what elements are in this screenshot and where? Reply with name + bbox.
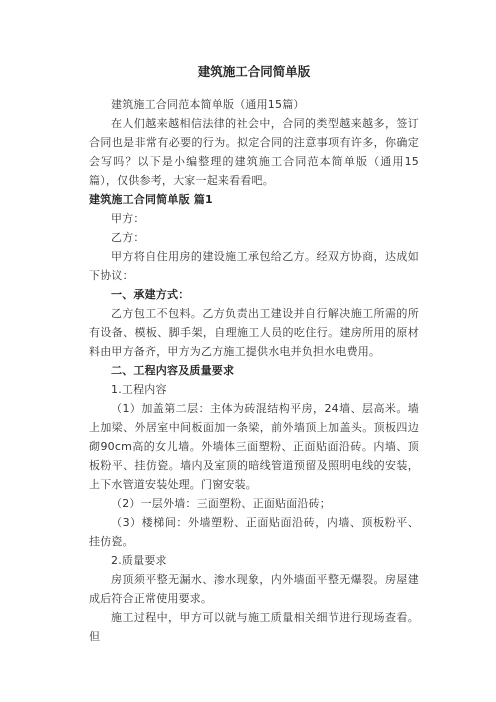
document-title: 建筑施工合同简单版 [197, 64, 311, 79]
paragraph: 施工过程中，甲方可以就与施工质量相关细节进行现场查看。但 [89, 611, 419, 643]
paragraph: （3）楼梯间：外墙塑粉、正面贴面沿砖，内墙、顶板粉平、挂仿瓷。 [89, 516, 419, 548]
section-heading: 二、工程内容及质量要求 [111, 364, 235, 377]
paragraph: （1）加盖第二层：主体为砖混结构平房，24墙、层高米。墙上加梁、外居室中间板面加一条梁，前外墙顶上加盖头。顶板四边砌90cm高的女儿墙。外墙体三面塑粉、正面贴面沿砖。内墙、顶板粉平、挂仿瓷。墙内及室顶的暗线管道预留及照明电线的安装，上下水管道安装处理。门窗安装。 [89, 402, 419, 491]
paragraph: 乙方： [111, 231, 145, 244]
document-page [89, 62, 419, 646]
paragraph: （2）一层外墙：三面塑粉、正面贴面沿砖； [111, 497, 331, 510]
document-body [89, 95, 419, 646]
paragraph: 建筑施工合同范本简单版（通用15篇） [111, 98, 305, 111]
section-heading: 一、承建方式： [111, 288, 190, 301]
paragraph: 房顶须平整无漏水、渗水现象，内外墙面平整无爆裂。房屋建成后符合正常使用要求。 [89, 573, 419, 605]
paragraph: 1.工程内容 [111, 383, 167, 396]
paragraph: 甲方将自住用房的建设施工承包给乙方。经双方协商，达成如下协议： [89, 250, 419, 282]
paragraph: 在人们越来越相信法律的社会中，合同的类型越来越多，签订合同也是非常有必要的行为。拟定合同的注意事项有许多，你确定会写吗？以下是小编整理的建筑施工合同范本简单版（通用15篇），仅供参考，大家一起来看看吧。 [89, 117, 419, 187]
paragraph: 2.质量要求 [111, 554, 167, 567]
paragraph: 乙方包工不包料。乙方负责出工建设并自行解决施工所需的所有设备、模板、脚手架，自理施工人员的吃住行。建房所用的原材料由甲方备齐，甲方为乙方施工提供水电并负担水电费用。 [89, 307, 419, 358]
section-heading: 建筑施工合同简单版 篇1 [89, 193, 213, 206]
paragraph: 甲方： [111, 212, 145, 225]
